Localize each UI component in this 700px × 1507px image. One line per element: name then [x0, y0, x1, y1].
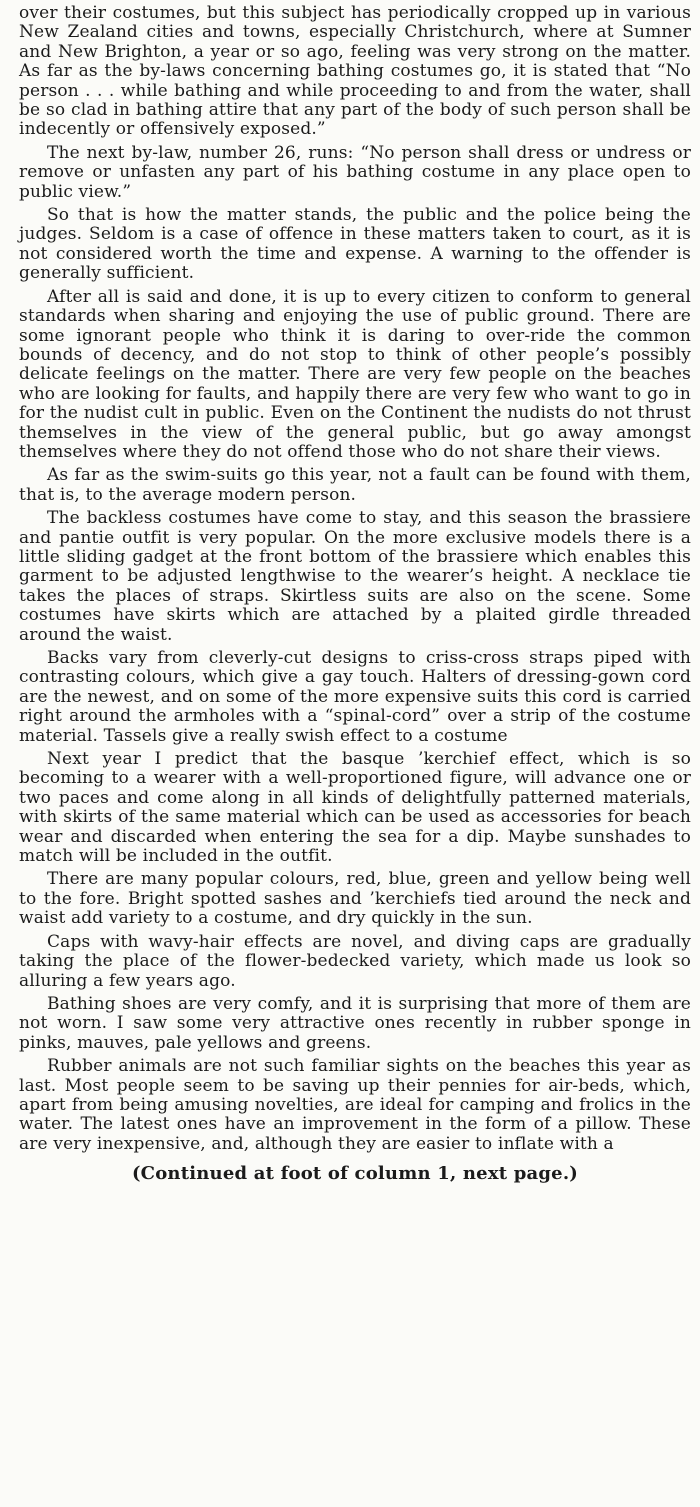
paragraph-kerchief-prediction: Next year I predict that the basque ’kerchief effect, which is so becoming to a wearer with a well-proportioned figure, will advance one or two paces and come along in all kinds of delightfully patterned materials, with skirts of the same material which can be used as accessories for beach wear and discarded when entering the sea for a dip. Maybe sunshades to match will be included in the outfit. — [19, 749, 691, 867]
paragraph-bylaw-26: The next by-law, number 26, runs: “No person shall dress or undress or remove or unfasten any part of his bathing costume in any place open to public view.” — [19, 142, 691, 202]
paragraph-backless-costumes: The backless costumes have come to stay, and this season the brassiere and pantie outfit is very popular. On the more exclusive models there is a little sliding gadget at the front bottom of the brassiere which enables this garment to be adjusted lengthwise to the wearer’s height. A necklace tie takes the places of straps. Skirtless suits are also on the scene. Some costumes have skirts which are attached by a plaited girdle threaded around the waist. — [19, 508, 691, 645]
continued-note: (Continued at foot of column 1, next page.) — [131, 1163, 579, 1185]
paragraph-bathing-shoes: Bathing shoes are very comfy, and it is surprising that more of them are not worn. I saw some very attractive ones recently in rubber sponge in pinks, mauves, pale yellows and greens. — [19, 993, 691, 1053]
paragraph-swim-suits: As far as the swim-suits go this year, not a fault can be found with them, that is, to the average modern person. — [19, 465, 691, 505]
paragraph-police-judges: So that is how the matter stands, the public and the police being the judges. Seldom is a case of offence in these matters taken to court, as it is not considered worth the time and expense. A warning to the offender is generally sufficient. — [19, 205, 691, 284]
paragraph-caps: Caps with wavy-hair effects are novel, and diving caps are gradually taking the place of the flower-bedecked variety, which made us look so alluring a few years ago. — [19, 931, 691, 991]
paragraph-popular-colours: There are many popular colours, red, blue, green and yellow being well to the fore. Bright spotted sashes and ’kerchiefs tied around the neck and waist add variety to a costume, and dry quickly in the sun. — [19, 869, 691, 929]
paragraph-bylaws-intro: over their costumes, but this subject has periodically cropped up in various New Zealand cities and towns, especially Christchurch, where at Sumner and New Brighton, a year or so ago, feeling was very strong on the matter. As far as the by-laws concerning bathing costumes go, it is stated that “No person . . . while bathing and while proceeding to and from the water, shall be so clad in bathing attire that any part of the body of such person shall be indecently or offensively exposed.” — [19, 3, 691, 140]
paragraph-public-standards: After all is said and done, it is up to every citizen to conform to general standards when sharing and enjoying the use of public ground. There are some ignorant people who think it is daring to over-ride the common bounds of decency, and do not stop to think of other people’s possibly delicate feelings on the matter. There are very few people on the beaches who are looking for faults, and happily there are very few who want to go in for the nudist cult in public. Even on the Continent the nudists do not thrust themselves in the view of the general public, but go away amongst themselves where they do not offend those who do not share their views. — [19, 286, 691, 462]
paragraph-rubber-animals: Rubber animals are not such familiar sights on the beaches this year as last. Most people seem to be saving up their pennies for air-beds, which, apart from being amusing novelties, are ideal for camping and frolics in the water. The latest ones have an improvement in the form of a pillow. These are very inexpensive, and, although they are easier to inflate with a — [19, 1056, 691, 1154]
paragraph-backs-designs: Backs vary from cleverly-cut designs to criss-cross straps piped with contrasting colours, which give a gay touch. Halters of dressing-gown cord are the newest, and on some of the more expensive suits this cord is carried right around the armholes with a “spinal-cord” over a strip of the costume material. Tassels give a really swish effect to a costume — [19, 648, 691, 746]
